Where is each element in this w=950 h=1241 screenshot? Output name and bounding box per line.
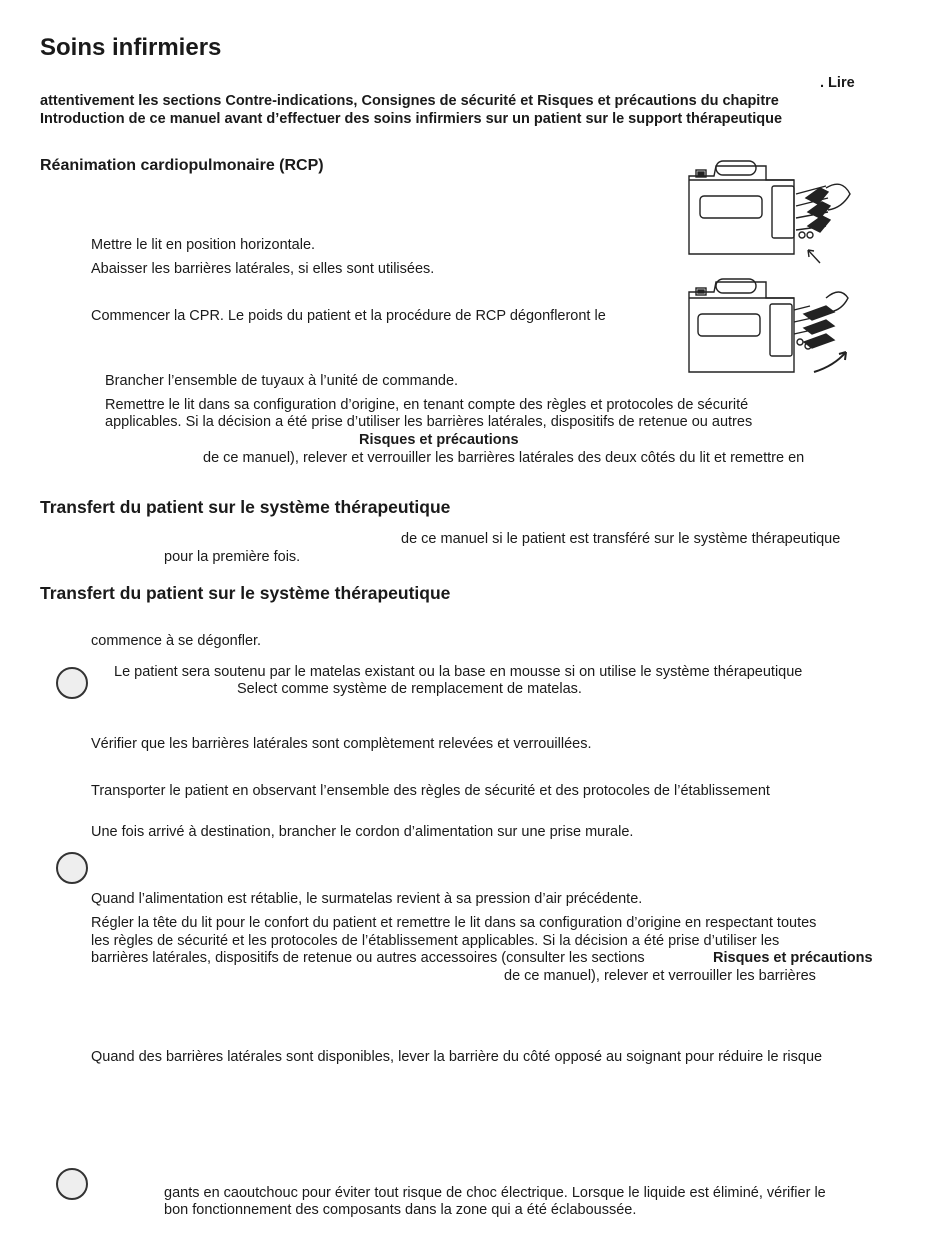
care-note-line-1: gants en caoutchouc pour éviter tout risque de choc électrique. Lorsque le liquide est éliminé, vérifier le <box>164 1185 826 1201</box>
intro-line-1: . Lire <box>820 75 855 91</box>
intro-line-3: Introduction de ce manuel avant d’effectuer des soins infirmiers sur un patient sur le support thérapeutique <box>40 111 783 127</box>
control-unit-disconnect-illustration <box>686 158 858 266</box>
page-title: Soins infirmiers <box>40 34 222 61</box>
cpr-heading: Réanimation cardiopulmonaire (RCP) <box>40 157 324 174</box>
cpr-step-4: Brancher l’ensemble de tuyaux à l’unité de commande. <box>105 373 459 389</box>
care-note-line-2: bon fonctionnement des composants dans la zone qui a été éclaboussée. <box>164 1202 637 1218</box>
care-step-1: Quand des barrières latérales sont disponibles, lever la barrière du côté opposé au soignant pour réduire le risque <box>91 1049 823 1065</box>
note-icon <box>56 1168 88 1200</box>
transfer-heading-1: Transfert du patient sur le système thérapeutique <box>40 497 451 517</box>
cpr-step-2: Abaisser les barrières latérales, si elles sont utilisées. <box>91 261 435 277</box>
transfer-2-step-2: Vérifier que les barrières latérales sont complètement relevées et verrouillées. <box>91 736 592 752</box>
transfer-2-step-6-bold: Risques et précautions <box>713 950 873 966</box>
cpr-step-5-line-4: de ce manuel), relever et verrouiller les barrières latérales des deux côtés du lit et remettre en <box>203 450 805 466</box>
cpr-step-5-line-2: applicables. Si la décision a été prise d’utiliser les barrières latérales, dispositifs de retenue ou autres <box>105 414 753 430</box>
note-icon <box>56 667 88 699</box>
transfer-2-step-4: Une fois arrivé à destination, brancher le cordon d’alimentation sur une prise murale. <box>91 824 634 840</box>
transfer-2-note-line-1: Le patient sera soutenu par le matelas existant ou la base en mousse si on utilise le système thérapeutique <box>114 664 803 680</box>
note-icon <box>56 852 88 884</box>
cpr-step-3: Commencer la CPR. Le poids du patient et la procédure de RCP dégonfleront le <box>91 308 606 324</box>
transfer-2-step-6-line-2: les règles de sécurité et les protocoles de l’établissement applicables. Si la décision a été prise d’utiliser les <box>91 933 780 949</box>
cpr-step-1: Mettre le lit en position horizontale. <box>91 237 316 253</box>
transfer-2-step-1: commence à se dégonfler. <box>91 633 262 649</box>
transfer-2-step-6-line-3: barrières latérales, dispositifs de retenue ou autres accessoires (consulter les sections <box>91 950 645 966</box>
transfer-2-note-line-2: Select comme système de remplacement de matelas. <box>237 681 582 697</box>
transfer-2-step-5: Quand l’alimentation est rétablie, le surmatelas revient à sa pression d’air précédente. <box>91 891 643 907</box>
cpr-step-5-bold: Risques et précautions <box>359 432 519 448</box>
transfer-1-line-1: de ce manuel si le patient est transféré sur le système thérapeutique <box>401 531 841 547</box>
transfer-2-step-6-line-4: de ce manuel), relever et verrouiller les barrières <box>504 968 816 984</box>
transfer-2-step-6-line-1: Régler la tête du lit pour le confort du patient et remettre le lit dans sa configuration d’origine en respectant toutes <box>91 915 817 931</box>
transfer-1-line-2: pour la première fois. <box>164 549 301 565</box>
control-unit-reconnect-illustration <box>686 278 858 378</box>
transfer-heading-2: Transfert du patient sur le système thérapeutique <box>40 583 451 603</box>
transfer-2-step-3: Transporter le patient en observant l’ensemble des règles de sécurité et des protocoles de l’établissement <box>91 783 770 799</box>
intro-line-2: attentivement les sections Contre-indications, Consignes de sécurité et Risques et précautions du chapitre <box>40 93 779 109</box>
cpr-step-5-line-1: Remettre le lit dans sa configuration d’origine, en tenant compte des règles et protocoles de sécurité <box>105 397 749 413</box>
